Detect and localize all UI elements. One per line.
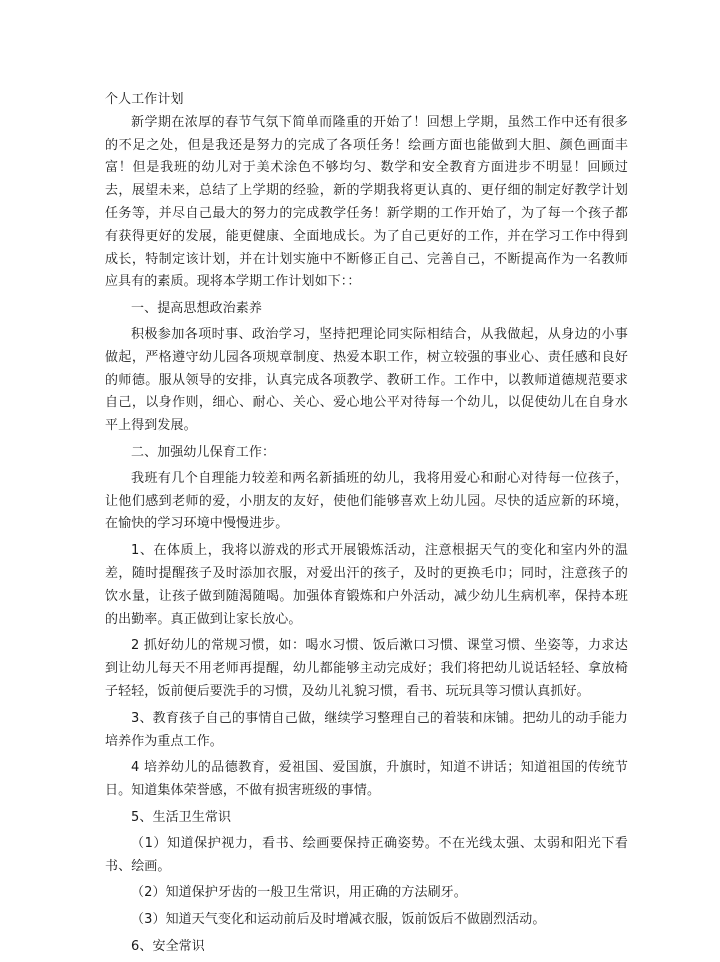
document-body (105, 89, 628, 962)
item3-paragraph: 3、教育孩子自己的事情自己做，继续学习整理自己的着装和床铺。把幼儿的动手能力培养作为重点工作。 (105, 710, 628, 749)
intro-paragraph: 新学期在浓厚的春节气氛下简单而隆重的开始了！回想上学期，虽然工作中还有很多的不足之处，但是我还是努力的完成了各项任务！绘画方面也能做到大胆、颜色画面丰富！但是我班的幼儿对于美术涂色不够均匀、数学和安全教育方面进步不明显！回顾过去，展望未来，总结了上学期的经验，新的学期我将更认真的、更仔细的制定好教学计划任务等，并尽自己最大的努力的完成教学任务！新学期的工作开始了，为了每一个孩子都有获得更好的发展，能更健康、全面地成长。为了自己更好的工作，并在学习工作中得到成长，特制定该计划，并在计划实施中不断修正自己、完善自己，不断提高作为一名教师应具有的素质。现将本学期工作计划如下：： (105, 114, 628, 290)
section2-heading: 二、加强幼儿保育工作： (131, 444, 276, 460)
item1-paragraph: 1、在体质上，我将以游戏的形式开展锻炼活动，注意根据天气的变化和室内外的温差，随时提醒孩子及时添加衣服，对爱出汗的孩子，及时的更换毛巾；同时，注意孩子的饮水量，让孩子做到随渴随喝。加强体育锻炼和户外活动，减少幼儿生病机率，保持本班的出勤率。真正做到让家长放心。 (105, 543, 628, 627)
item5-sub2: （2）知道保护牙齿的一般卫生常识，用正确的方法刷牙。 (131, 885, 467, 901)
item5-sub1: （1）知道保护视力，看书、绘画要保持正确姿势。不在光线太强、太弱和阳光下看书、绘画。 (105, 835, 628, 874)
section2-paragraph: 我班有几个自理能力较差和两名新插班的幼儿，我将用爱心和耐心对待每一位孩子，让他们感到老师的爱，小朋友的友好，使他们能够喜欢上幼儿园。尽快的适应新的环境，在愉快的学习环境中慢慢进步。 (105, 470, 628, 532)
item6-heading: 6、安全常识 (131, 938, 205, 954)
item5-sub3: （3）知道天气变化和运动前后及时增减衣服，饭前饭后不做剧烈活动。 (131, 912, 546, 928)
section1-paragraph: 积极参加各项时事、政治学习，坚持把理论同实际相结合，从我做起，从身边的小事做起，严格遵守幼儿园各项规章制度、热爱本职工作，树立较强的事业心、责任感和良好的师德。服从领导的安排，认真完成各项教学、教研工作。工作中，以教师道德规范要求自己，以身作则，细心、耐心、关心、爱心地公平对待每一个幼儿，以促使幼儿在自身水平上得到发展。 (105, 326, 628, 434)
item2-paragraph: 2 抓好幼儿的常规习惯，如：喝水习惯、饭后漱口习惯、课堂习惯、坐姿等，力求达到让幼儿每天不用老师再提醒，幼儿都能够主动完成好；我们将把幼儿说话轻轻、拿放椅子轻轻，饭前便后要洗手的习惯，及幼儿礼貌习惯，看书、玩玩具等习惯认真抓好。 (105, 638, 628, 699)
item5-heading: 5、生活卫生常识 (131, 809, 232, 825)
item4-paragraph: 4 培养幼儿的品德教育，爱祖国、爱国旗，升旗时，知道不讲话；知道祖国的传统节日。知道集体荣誉感，不做有损害班级的事情。 (105, 760, 628, 799)
section1-heading: 一、提高思想政治素养 (131, 301, 263, 317)
document-title: 个人工作计划 (105, 92, 184, 107)
